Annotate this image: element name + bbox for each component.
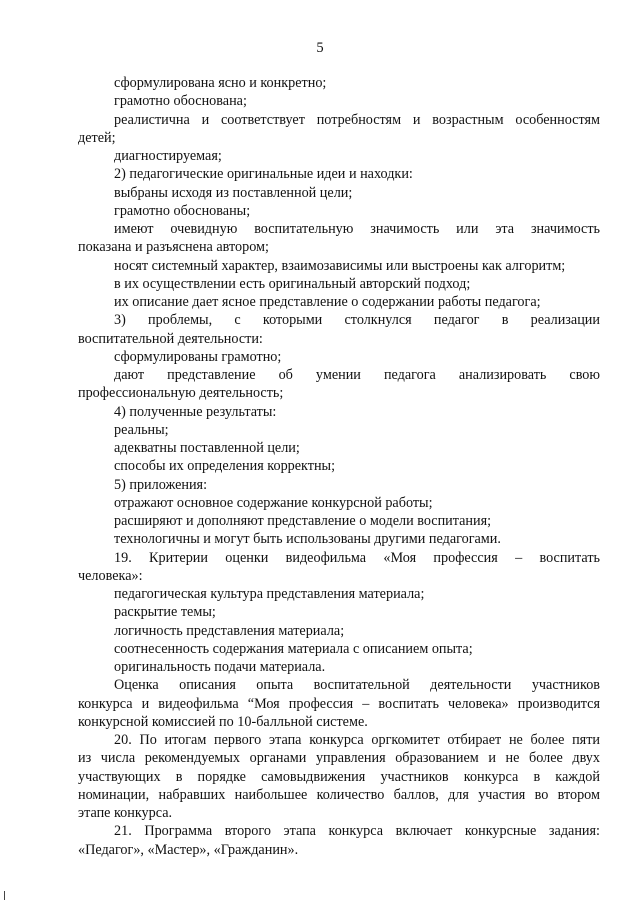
text-line: 5) приложения:	[114, 476, 208, 493]
text-line: 3) проблемы, с которыми столкнулся педагог в реализации	[114, 312, 600, 329]
text-line: педагогическая культура представления материала;	[114, 586, 425, 602]
text-line: имеют очевидную воспитательную значимость или эта значимость	[114, 221, 600, 237]
text-line: технологичны и могут быть использованы другими педагогами.	[114, 531, 501, 548]
text-line: реальны;	[114, 421, 169, 438]
text-line: сформулирована ясно и конкретно;	[114, 75, 327, 91]
document-body	[78, 74, 600, 859]
text-line: логичность представления материала;	[114, 622, 345, 639]
text-line: 4) полученные результаты:	[114, 403, 277, 420]
text-line: конкурса и видеофильма “Моя профессия – воспитать человека» производится	[78, 695, 600, 712]
text-line: номинации, набравших наибольшее количество баллов, для участия во втором	[78, 786, 600, 803]
page-number: 5	[316, 40, 324, 56]
text-line: раскрытие темы;	[114, 604, 216, 621]
text-line: грамотно обоснованы;	[114, 202, 251, 219]
text-line: выбраны исходя из поставленной цели;	[114, 184, 353, 201]
text-line: носят системный характер, взаимозависимы или выстроены как алгоритм;	[114, 257, 566, 274]
text-line: 19. Критерии оценки видеофильма «Моя профессия – воспитать	[114, 549, 600, 566]
text-line: 21. Программа второго этапа конкурса включает конкурсные задания:	[114, 823, 600, 840]
text-line: показана и разъяснена автором;	[78, 239, 269, 256]
text-line: реалистична и соответствует потребностям и возрастным особенностям	[114, 111, 600, 128]
text-line: расширяют и дополняют представление о модели воспитания;	[114, 513, 492, 529]
text-line: детей;	[78, 129, 116, 146]
text-line: диагностируемая;	[114, 148, 222, 164]
text-line: этапе конкурса.	[78, 805, 173, 821]
text-line: «Педагог», «Мастер», «Гражданин».	[78, 841, 299, 858]
text-line: воспитательной деятельности:	[78, 330, 263, 347]
text-line: 20. По итогам первого этапа конкурса оргкомитет отбирает не более пяти	[114, 732, 600, 748]
text-line: профессиональную деятельность;	[78, 385, 284, 402]
text-line: соотнесенность содержания материала с описанием опыта;	[114, 640, 473, 657]
text-line: грамотно обоснована;	[114, 93, 247, 110]
text-line: участвующих в порядке самовыдвижения участников конкурса в каждой	[78, 768, 600, 785]
text-line: адекватны поставленной цели;	[114, 440, 300, 456]
text-line: в их осуществлении есть оригинальный авторский подход;	[114, 275, 471, 292]
text-line: их описание дает ясное представление о содержании работы педагога;	[114, 294, 541, 310]
text-line: дают представление об умении педагога анализировать свою	[114, 367, 600, 383]
text-line: сформулированы грамотно;	[114, 348, 282, 365]
text-line: способы их определения корректны;	[114, 458, 336, 475]
text-line: отражают основное содержание конкурсной работы;	[114, 494, 433, 511]
text-line: конкурсной комиссией по 10-балльной системе.	[78, 713, 368, 730]
text-line: оригинальность подачи материала.	[114, 659, 326, 675]
text-line: 2) педагогические оригинальные идеи и находки:	[114, 166, 413, 183]
text-line: человека»:	[78, 567, 143, 584]
scan-margin-mark	[4, 891, 5, 900]
text-line: из числа рекомендуемых органами управления образованием и не более двух	[78, 750, 600, 767]
text-line: Оценка описания опыта воспитательной деятельности участников	[114, 677, 600, 694]
